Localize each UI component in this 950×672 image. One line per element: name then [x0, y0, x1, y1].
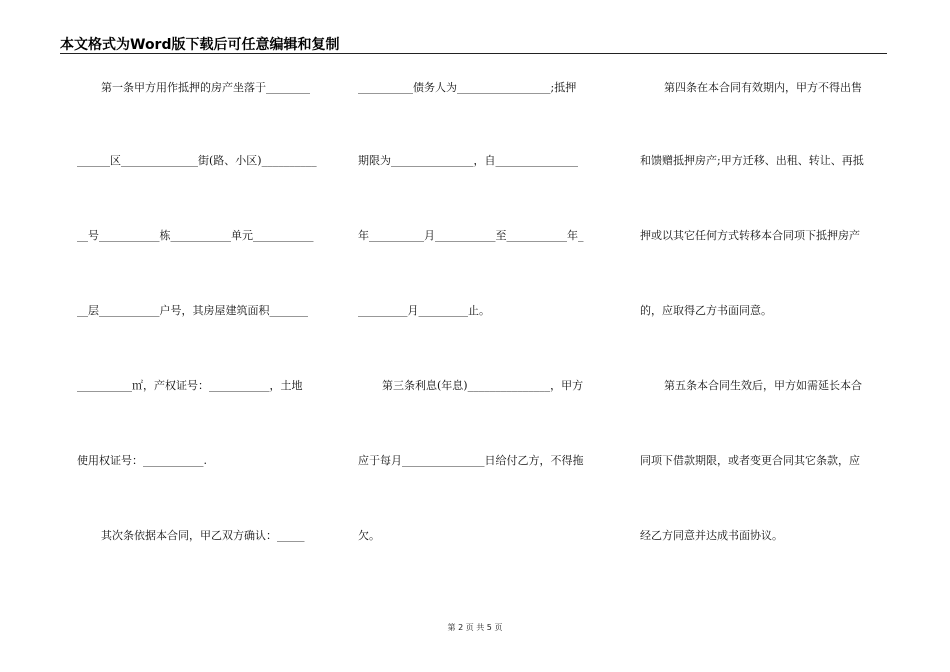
col2-line-3: 年__________月___________至___________年_	[358, 229, 584, 242]
col2-line-7: 欠。	[358, 529, 380, 542]
col3-line-4: 的，应取得乙方书面同意。	[640, 304, 772, 317]
col3-line-5: 第五条本合同生效后，甲方如需延长本合	[664, 379, 862, 392]
page-number: 第 2 页 共 5 页	[447, 623, 503, 632]
col3-line-3: 押或以其它任何方式转移本合同项下抵押房产	[640, 229, 860, 242]
col2-line-1: __________债务人为_________________;抵押	[358, 81, 577, 94]
col2-line-4: _________月_________止。	[358, 304, 490, 317]
col3-line-6: 同项下借款期限，或者变更合同其它条款，应	[640, 454, 860, 467]
col1-line-4: __层___________户号，其房屋建筑面积_______	[77, 304, 308, 317]
col1-line-7: 其次条依据本合同，甲乙双方确认：_____	[101, 529, 305, 542]
col1-line-5: __________㎡，产权证号：___________，土地	[77, 379, 303, 392]
col1-line-6: 使用权证号：___________.	[77, 454, 207, 467]
col1-line-2: ______区______________街(路、小区)__________	[77, 154, 317, 167]
col2-line-5: 第三条利息(年息)_______________，甲方	[382, 379, 584, 392]
col3-line-1: 第四条在本合同有效期内，甲方不得出售	[664, 81, 862, 94]
col1-line-1: 第一条甲方用作抵押的房产坐落于________	[101, 81, 310, 94]
col3-line-2: 和馈赠抵押房产;甲方迁移、出租、转让、再抵	[640, 154, 864, 167]
col2-line-2: 期限为_______________，自_______________	[358, 154, 578, 167]
col3-line-7: 经乙方同意并达成书面协议。	[640, 529, 783, 542]
col1-line-3: __号___________栋___________单元___________	[77, 229, 314, 242]
document-header-title: 本文格式为Word版下载后可任意编辑和复制	[60, 37, 340, 53]
header-divider	[60, 53, 887, 54]
col2-line-6: 应于每月_______________日给付乙方，不得拖	[358, 454, 584, 467]
